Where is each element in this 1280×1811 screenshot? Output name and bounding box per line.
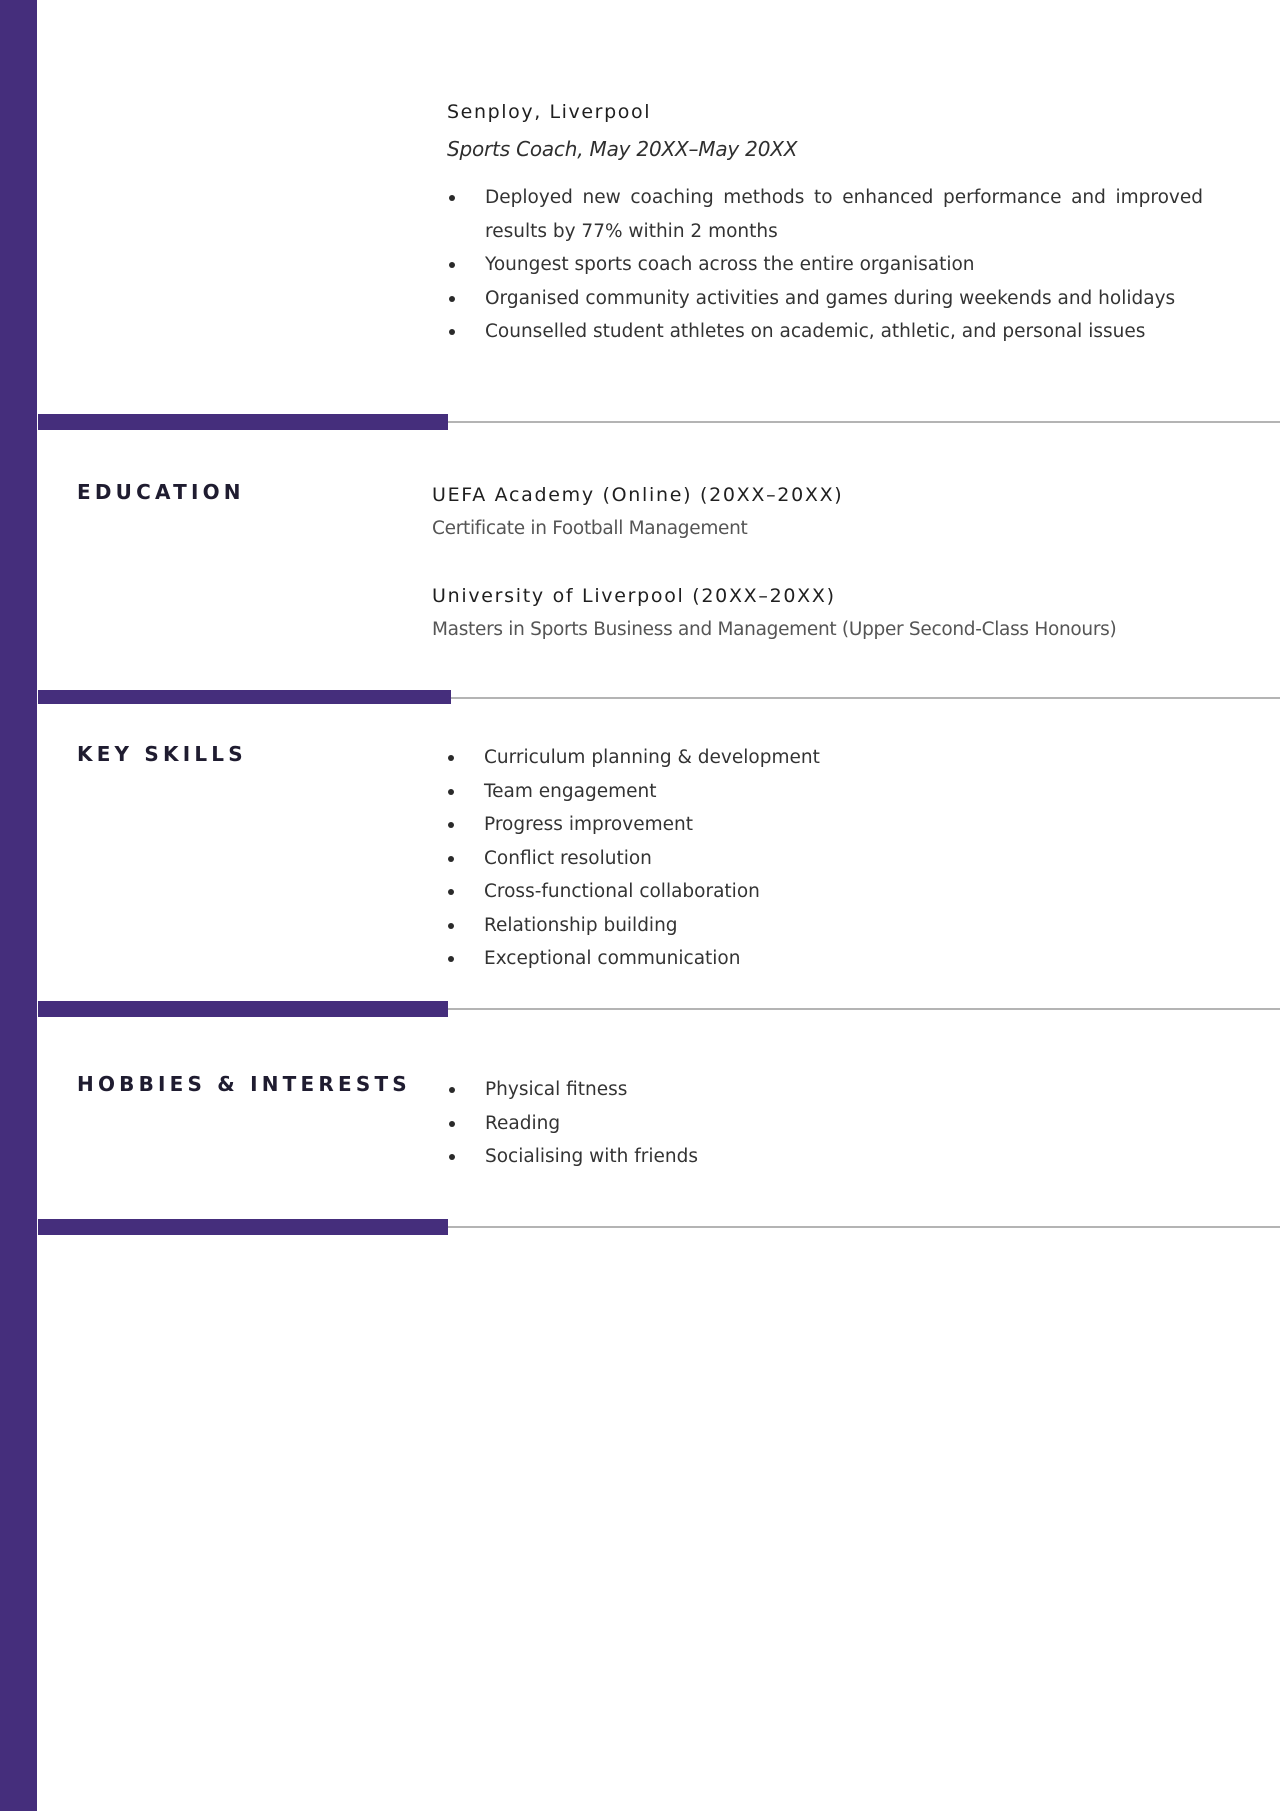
job-bullets <box>447 181 1203 349</box>
list-item: Deployed new coaching methods to enhanced performance and improved results by 77% within 2 months <box>447 181 1203 248</box>
section-title-hobbies: HOBBIES & INTERESTS <box>77 1072 411 1096</box>
list-item: Relationship building <box>446 909 1146 943</box>
section-title-skills: KEY SKILLS <box>77 742 247 766</box>
list-item: Reading <box>447 1107 1147 1141</box>
list-item: Progress improvement <box>446 808 1146 842</box>
list-item: Socialising with friends <box>447 1140 1147 1174</box>
education-item-title: UEFA Academy (Online) (20XX–20XX) <box>432 484 844 506</box>
divider-rule <box>448 1226 1280 1228</box>
list-item: Curriculum planning & development <box>446 741 1146 775</box>
list-item: Exceptional communication <box>446 942 1146 976</box>
list-item: Conflict resolution <box>446 842 1146 876</box>
divider-accent-bar <box>38 1219 448 1235</box>
skills-list <box>446 741 1146 976</box>
list-item: Counselled student athletes on academic, athletic, and personal issues <box>447 315 1203 349</box>
education-item-desc: Masters in Sports Business and Management (Upper Second-Class Honours) <box>432 619 1117 640</box>
list-item: Youngest sports coach across the entire organisation <box>447 248 1203 282</box>
list-item: Cross-functional collaboration <box>446 875 1146 909</box>
divider-rule <box>448 1008 1280 1010</box>
hobbies-list <box>447 1073 1147 1174</box>
divider-accent-bar <box>38 690 451 704</box>
divider-accent-bar <box>38 1001 448 1017</box>
education-item-title: University of Liverpool (20XX–20XX) <box>432 585 836 607</box>
left-accent-rail <box>0 0 37 1811</box>
education-item-desc: Certificate in Football Management <box>432 518 748 539</box>
divider-rule <box>451 697 1280 699</box>
job-employer: Senploy, Liverpool <box>447 101 652 123</box>
job-role-dates: Sports Coach, May 20XX–May 20XX <box>447 137 798 161</box>
divider-accent-bar <box>38 414 448 430</box>
list-item: Physical fitness <box>447 1073 1147 1107</box>
section-title-education: EDUCATION <box>77 480 245 504</box>
divider-rule <box>448 421 1280 423</box>
list-item: Organised community activities and games during weekends and holidays <box>447 282 1203 316</box>
list-item: Team engagement <box>446 775 1146 809</box>
